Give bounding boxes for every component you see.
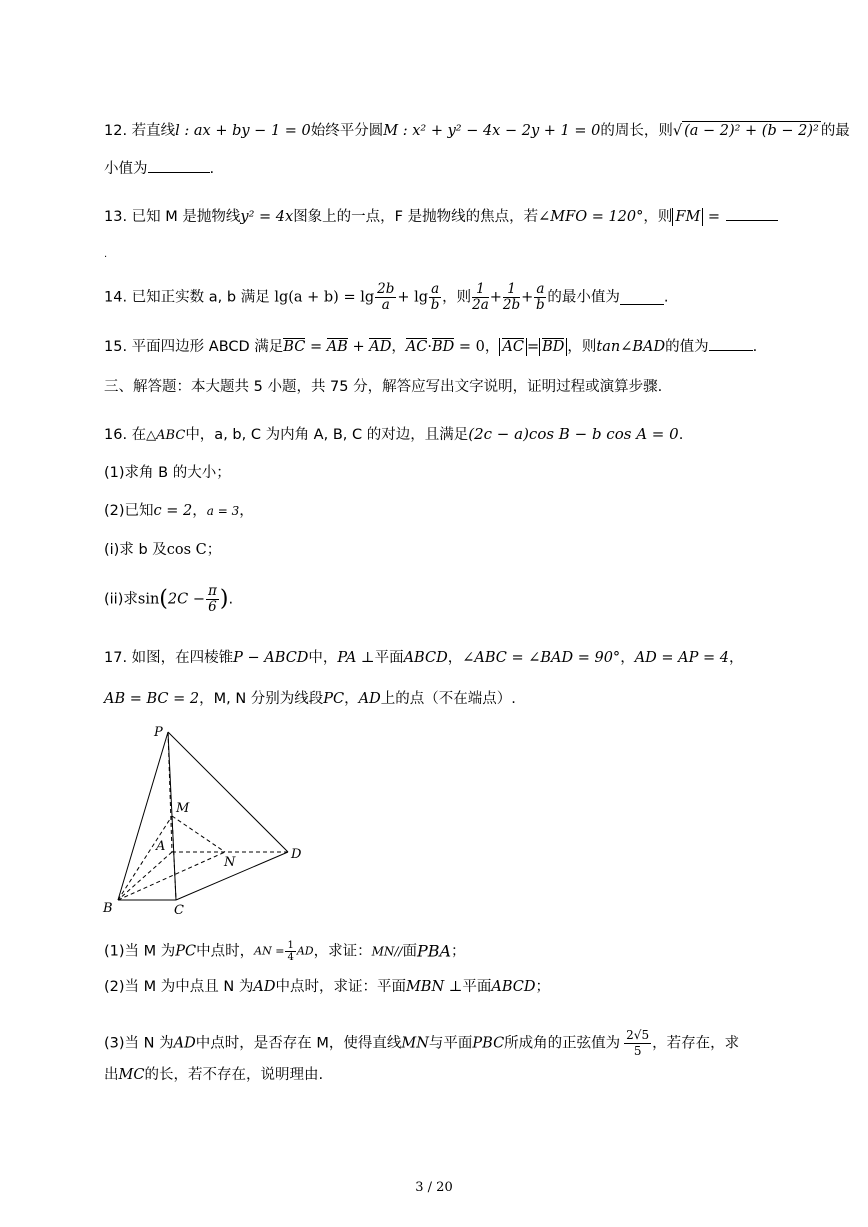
- q14-line: 14. 已知正实数 a, b 满足 lg(a + b) = lg $\frac{2b}{a}$ + lg $\frac{a}{b}$ ，则 $\frac{1}{2a}$ + $\frac{1}{2b}$ + $\frac{a}{b}$ 的最小值为 .: [104, 281, 669, 313]
- label-c: C: [174, 903, 184, 918]
- label-m: M: [176, 801, 190, 816]
- seg-mn: [172, 816, 225, 852]
- q16-sub4: (ii)求sin(2C − $\frac{\pi}{6}$ ).: [104, 583, 234, 615]
- q17-sub2: (2)当 M 为中点且 N 为AD中点时，求证：平面MBN ⊥平面ABCD；: [104, 979, 551, 995]
- q17-sub1: (1)当 M 为PC中点时，AN = $\frac{1}{4}$ AD，求证：MN//面PBA；: [104, 940, 466, 963]
- label-p: P: [154, 725, 163, 740]
- label-a: A: [156, 839, 166, 854]
- q16-line1: 16. 在△ABC中，a, b, C 为内角 A, B, C 的对边，且满足(2c − a)cos B − b cos A = 0.: [104, 425, 684, 443]
- label-n: N: [224, 855, 236, 870]
- q13-line1: 13. 已知 M 是抛物线y² = 4x图象上的一点，F 是抛物线的焦点，若∠MFO = 120°，则 FM =: [104, 206, 778, 228]
- pyramid-figure: [100, 722, 320, 922]
- q12-line1: 12. 若直线l : ax + by − 1 = 0始终平分圆M : x² + y² − 4x − 2y + 1 = 0的周长，则√ (a − 2)² + (b − 2)² 的最: [104, 120, 850, 142]
- q17-sub3-cont: 出MC的长，若不存在，说明理由.: [104, 1067, 324, 1083]
- q15-line: 15. 平面四边形 ABCD 满足BC = AB + AD，AC·BD = 0， AC = BD ，则tan∠BAD的值为 .: [104, 336, 757, 358]
- q12-sqrt: √ (a − 2)² + (b − 2)²: [672, 123, 819, 139]
- edge-ab: [118, 852, 172, 900]
- label-d: D: [291, 847, 302, 862]
- q12-line2: 小值为 .: [104, 158, 214, 180]
- answer-blank: [709, 336, 753, 351]
- answer-blank: [726, 206, 778, 221]
- answer-blank: [620, 290, 664, 305]
- edge-pb: [118, 732, 168, 900]
- q17-line1: 17. 如图，在四棱锥P − ABCD中，PA ⊥平面ABCD，∠ABC = ∠BAD = 90°，AD = AP = 4，: [104, 650, 744, 666]
- q16-sub1: (1)求角 B 的大小；: [104, 465, 231, 481]
- edge-pd: [168, 732, 288, 852]
- label-b: B: [103, 901, 113, 916]
- q17-line2: AB = BC = 2，M, N 分别为线段PC，AD上的点（不在端点）.: [104, 691, 516, 707]
- q16-sub2: (2)已知c = 2，a = 3，: [104, 503, 254, 519]
- section3-heading: 三、解答题：本大题共 5 小题，共 75 分，解答应写出文字说明，证明过程或演算步骤.: [104, 379, 663, 395]
- page-number: 3 / 20: [415, 1180, 453, 1195]
- answer-blank: [148, 158, 210, 173]
- q13-line2: .: [104, 249, 108, 260]
- q12-line-eq: l : ax + by − 1 = 0: [175, 123, 311, 139]
- q12-circle-eq: M : x² + y² − 4x − 2y + 1 = 0: [383, 123, 601, 139]
- seg-bn: [118, 852, 225, 900]
- q16-sub3: (i)求 b 及cos C；: [104, 542, 222, 558]
- q17-sub3: (3)当 N 为AD中点时，是否存在 M，使得直线MN与平面PBC所成角的正弦值为 $\frac{2√5}{5}$ ，若存在，求: [104, 1028, 740, 1058]
